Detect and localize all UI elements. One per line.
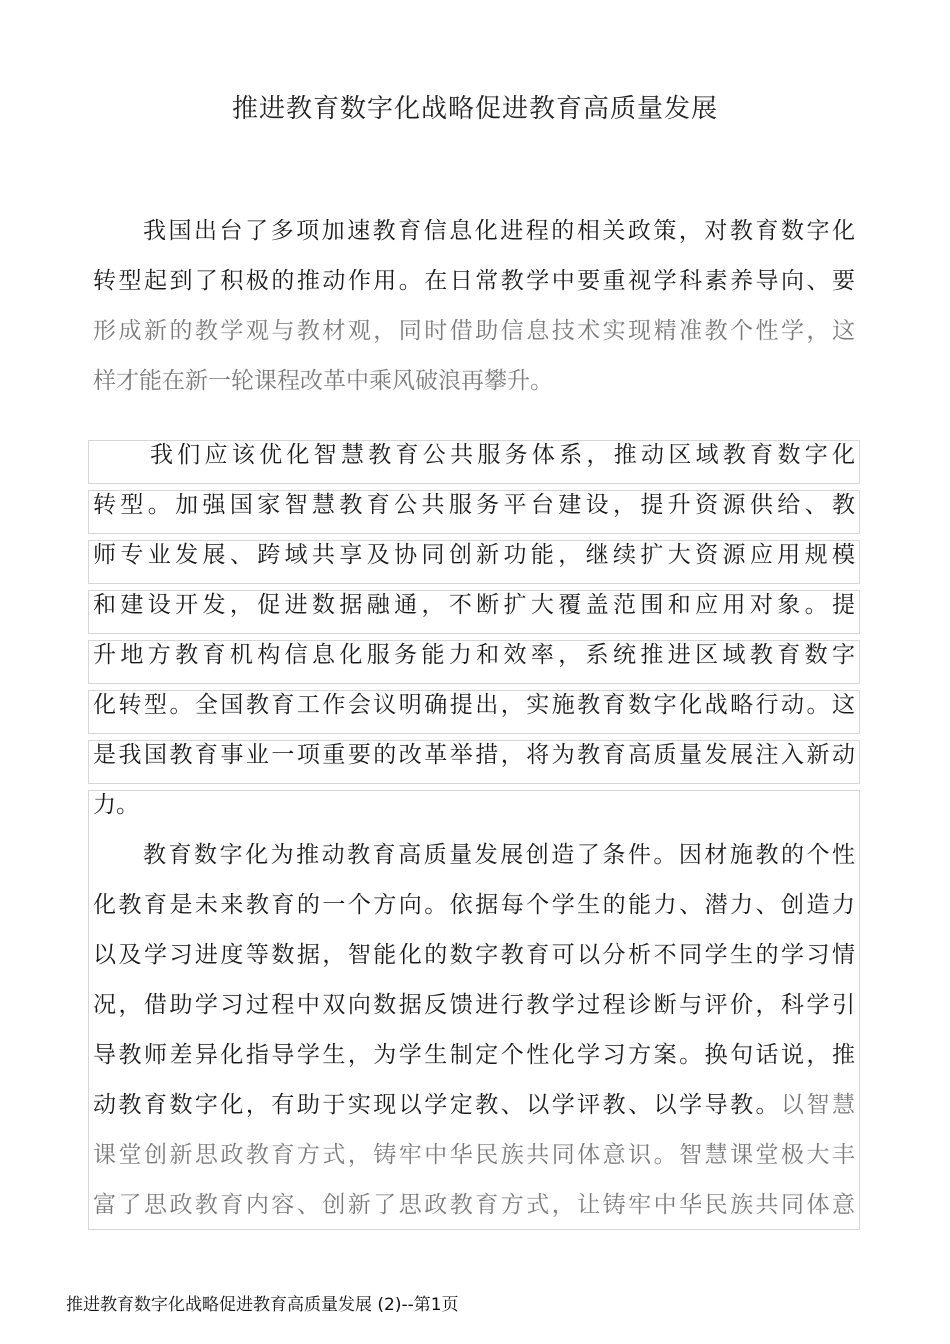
- paragraph-3-line-6-dark: 动教育数字化，有助于实现以学定教、以学评教、以学导教。: [93, 1092, 782, 1118]
- paragraph-2-line-1: 我们应该优化智慧教育公共服务体系，推动区域教育数字化: [150, 442, 855, 468]
- paragraph-3-line-2: 化教育是未来教育的一个方向。依据每个学生的能力、潜力、创造力: [93, 892, 855, 918]
- paragraph-3-line-5: 导教师差异化指导学生，为学生制定个性化学习方案。换句话说，推: [93, 1042, 855, 1068]
- paragraph-2-line-4: 和建设开发，促进数据融通，不断扩大覆盖范围和应用对象。提: [93, 592, 855, 618]
- paragraph-3-line-1: 教育数字化为推动教育高质量发展创造了条件。因材施教的个性: [143, 842, 855, 868]
- paragraph-1-line-1: 我国出台了多项加速教育信息化进程的相关政策，对教育数字化: [143, 218, 855, 244]
- paragraph-3-line-3: 以及学习进度等数据，智能化的数字教育可以分析不同学生的学习情: [93, 942, 855, 968]
- paragraph-3-line-6: [93, 1090, 855, 1120]
- paragraph-2-line-7: 是我国教育事业一项重要的改革举措，将为教育高质量发展注入新动: [93, 742, 855, 768]
- paragraph-3-line-4: 况，借助学习过程中双向数据反馈进行教学过程诊断与评价，科学引: [93, 992, 855, 1018]
- paragraph-2-line-2: 转型。加强国家智慧教育公共服务平台建设，提升资源供给、教: [93, 492, 855, 518]
- paragraph-1-line-3: 形成新的教学观与教材观，同时借助信息技术实现精准教个性学，这: [93, 318, 855, 344]
- paragraph-2-line-8: 力。: [93, 792, 139, 818]
- paragraph-2-line-5: 升地方教育机构信息化服务能力和效率，系统推进区域教育数字: [93, 642, 855, 668]
- paragraph-3-line-6-light: 以智慧: [781, 1092, 856, 1118]
- paragraph-2-line-3: 师专业发展、跨域共享及协同创新功能，继续扩大资源应用规模: [93, 542, 855, 568]
- page-footer: 推进教育数字化战略促进教育高质量发展 (2)--第1页: [66, 1295, 459, 1315]
- paragraph-3-line-7: 课堂创新思政教育方式，铸牢中华民族共同体意识。智慧课堂极大丰: [93, 1142, 855, 1168]
- paragraph-1-line-4: 样才能在新一轮课程改革中乘风破浪再攀升。: [93, 368, 553, 394]
- document-title: 推进教育数字化战略促进教育高质量发展: [231, 94, 718, 124]
- paragraph-1-line-2: 转型起到了积极的推动作用。在日常教学中要重视学科素养导向、要: [93, 268, 855, 294]
- paragraph-3-line-8: 富了思政教育内容、创新了思政教育方式，让铸牢中华民族共同体意: [93, 1192, 855, 1218]
- paragraph-2-line-6: 化转型。全国教育工作会议明确提出，实施教育数字化战略行动。这: [93, 692, 855, 718]
